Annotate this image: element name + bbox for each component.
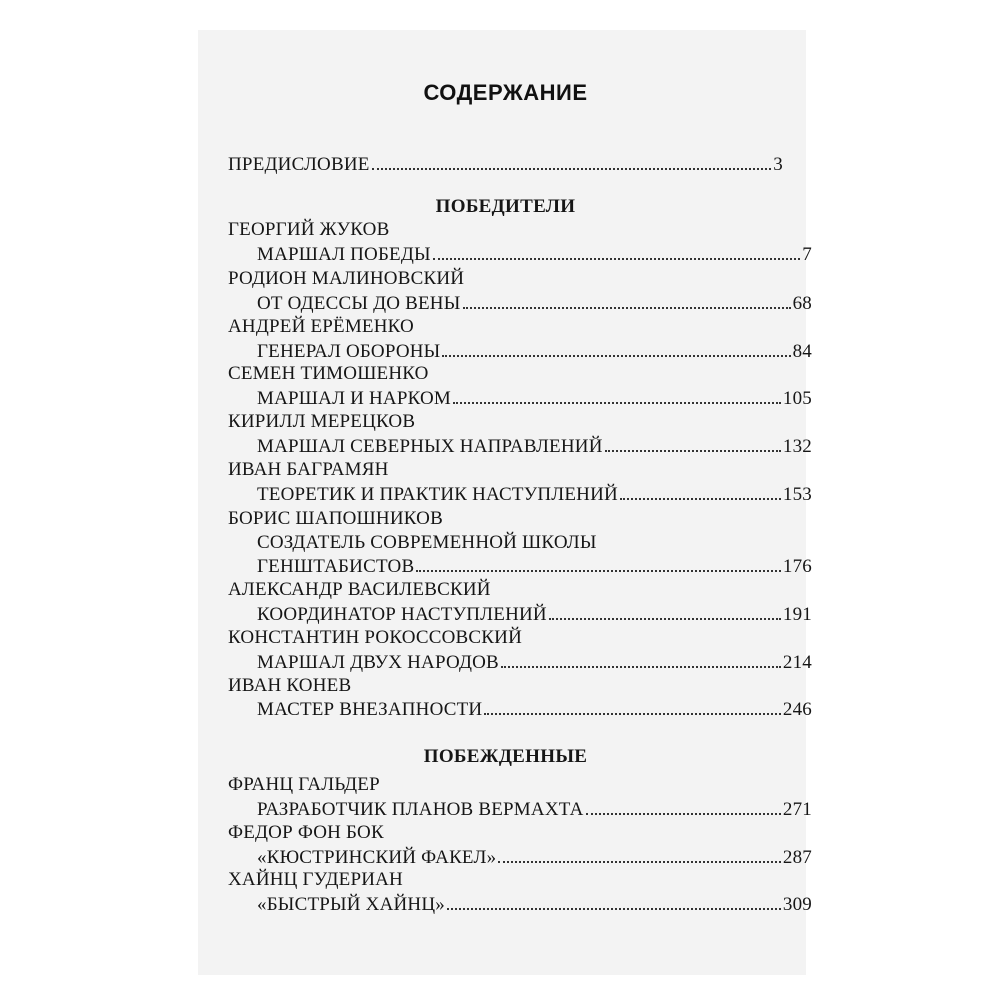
toc-entry[interactable] xyxy=(228,435,812,457)
page-number: 84 xyxy=(792,341,812,362)
entry-author: РОДИОН МАЛИНОВСКИЙ xyxy=(228,268,465,289)
page-number: 105 xyxy=(782,388,812,409)
toc-entry[interactable] xyxy=(228,698,812,720)
toc-entry[interactable] xyxy=(228,893,812,915)
dot-leader xyxy=(605,435,781,452)
dot-leader xyxy=(549,603,781,620)
entry-title: ОТ ОДЕССЫ ДО ВЕНЫ xyxy=(257,293,461,314)
page-number: 191 xyxy=(782,604,812,625)
entry-author: ХАЙНЦ ГУДЕРИАН xyxy=(228,869,403,890)
page-number: 132 xyxy=(782,436,812,457)
entry-title-line: СОЗДАТЕЛЬ СОВРЕМЕННОЙ ШКОЛЫ xyxy=(257,532,597,553)
dot-leader xyxy=(442,340,790,357)
entry-title: РАЗРАБОТЧИК ПЛАНОВ ВЕРМАХТА xyxy=(257,799,584,820)
page-number: 176 xyxy=(782,556,812,577)
dot-leader xyxy=(484,698,781,715)
toc-entry[interactable] xyxy=(228,555,812,577)
page-number: 246 xyxy=(782,699,812,720)
page-number: 153 xyxy=(782,484,812,505)
page-number: 271 xyxy=(782,799,812,820)
toc-entry[interactable] xyxy=(228,292,812,314)
dot-leader xyxy=(447,893,781,910)
entry-author: АНДРЕЙ ЕРЁМЕНКО xyxy=(228,316,414,337)
entry-title: МАРШАЛ ПОБЕДЫ xyxy=(257,244,431,265)
entry-author: ИВАН КОНЕВ xyxy=(228,675,352,696)
toc-entry[interactable] xyxy=(228,483,812,505)
toc-entry-preface[interactable] xyxy=(228,153,783,175)
page-number: 68 xyxy=(792,293,812,314)
toc-entry[interactable] xyxy=(228,340,812,362)
entry-title: ТЕОРЕТИК И ПРАКТИК НАСТУПЛЕНИЙ xyxy=(257,484,618,505)
dot-leader xyxy=(620,483,781,500)
page-title: СОДЕРЖАНИЕ xyxy=(423,80,588,105)
section-heading-defeated: ПОБЕЖДЕННЫЕ xyxy=(423,746,588,767)
page-number: 214 xyxy=(782,652,812,673)
dot-leader xyxy=(433,243,801,260)
toc-entry[interactable] xyxy=(228,798,812,820)
entry-author: КИРИЛЛ МЕРЕЦКОВ xyxy=(228,411,416,432)
toc-entry[interactable] xyxy=(228,387,812,409)
toc-entry[interactable] xyxy=(228,846,812,868)
entry-author: ФРАНЦ ГАЛЬДЕР xyxy=(228,774,380,795)
entry-title: МАРШАЛ СЕВЕРНЫХ НАПРАВЛЕНИЙ xyxy=(257,436,603,457)
page-number: 287 xyxy=(782,847,812,868)
dot-leader xyxy=(372,153,772,170)
dot-leader xyxy=(463,292,791,309)
entry-author: СЕМЕН ТИМОШЕНКО xyxy=(228,363,429,384)
section-heading-winners: ПОБЕДИТЕЛИ xyxy=(435,196,576,217)
entry-author: БОРИС ШАПОШНИКОВ xyxy=(228,508,443,529)
page-number: 309 xyxy=(782,894,812,915)
dot-leader xyxy=(416,555,781,572)
entry-title: ГЕНШТАБИСТОВ xyxy=(257,556,415,577)
entry-title: ГЕНЕРАЛ ОБОРОНЫ xyxy=(257,341,441,362)
entry-author: ГЕОРГИЙ ЖУКОВ xyxy=(228,219,390,240)
toc-entry[interactable] xyxy=(228,243,812,265)
entry-author: ИВАН БАГРАМЯН xyxy=(228,459,389,480)
entry-title: МАРШАЛ И НАРКОМ xyxy=(257,388,452,409)
entry-title: КООРДИНАТОР НАСТУПЛЕНИЙ xyxy=(257,604,547,625)
toc-entry[interactable] xyxy=(228,603,812,625)
page-number: 7 xyxy=(802,244,812,265)
entry-title: ПРЕДИСЛОВИЕ xyxy=(228,154,370,175)
dot-leader xyxy=(586,798,781,815)
dot-leader xyxy=(498,846,781,863)
dot-leader xyxy=(501,651,781,668)
entry-author: АЛЕКСАНДР ВАСИЛЕВСКИЙ xyxy=(228,579,491,600)
page-number: 3 xyxy=(773,154,783,175)
entry-title: «КЮСТРИНСКИЙ ФАКЕЛ» xyxy=(257,847,497,868)
entry-title: «БЫСТРЫЙ ХАЙНЦ» xyxy=(257,894,445,915)
entry-author: ФЕДОР ФОН БОК xyxy=(228,822,384,843)
entry-title: МАСТЕР ВНЕЗАПНОСТИ xyxy=(257,699,483,720)
dot-leader xyxy=(453,387,781,404)
entry-title: МАРШАЛ ДВУХ НАРОДОВ xyxy=(257,652,499,673)
entry-author: КОНСТАНТИН РОКОССОВСКИЙ xyxy=(228,627,523,648)
toc-entry[interactable] xyxy=(228,651,812,673)
page-margin xyxy=(806,0,1000,1000)
